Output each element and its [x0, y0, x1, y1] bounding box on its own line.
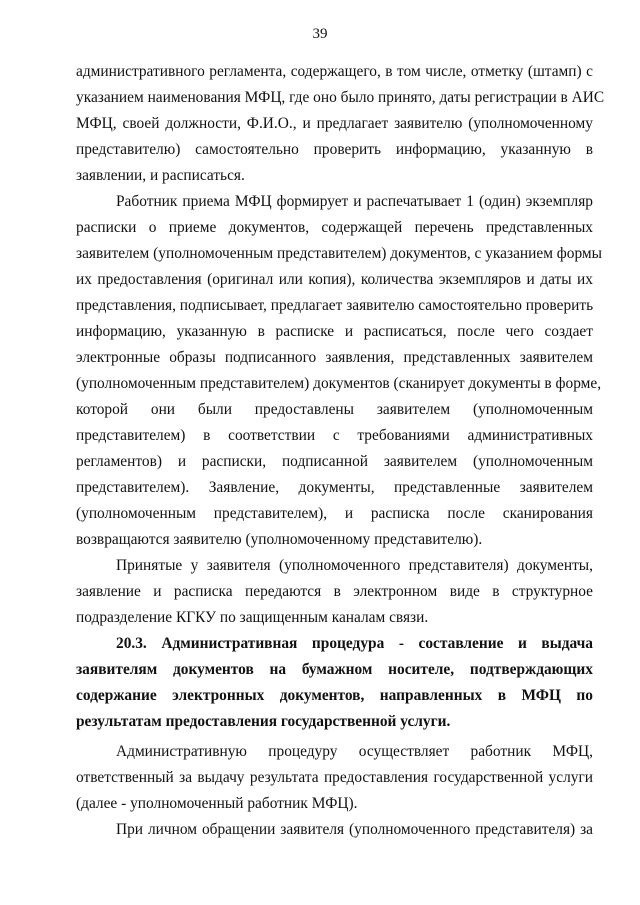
- section-heading-line: содержание электронных документов, направленных в МФЦ по: [76, 687, 593, 704]
- section-heading-line: результатам предоставления государственной услуги.: [76, 713, 451, 730]
- text-line: заявление и расписка передаются в электронном виде в структурное: [76, 583, 593, 600]
- section-heading-line: заявителям документов на бумажном носителе, подтверждающих: [76, 661, 593, 678]
- text-line: подразделение КГКУ по защищенным каналам связи.: [76, 609, 429, 626]
- text-line: (уполномоченным представителем), и расписка после сканирования: [76, 505, 593, 522]
- text-line: возвращаются заявителю (уполномоченному представителю).: [76, 531, 483, 548]
- text-line: административного регламента, содержащего, в том числе, отметку (штамп) с: [76, 63, 593, 80]
- page-number: 39: [312, 26, 328, 42]
- text-line: заявителем (уполномоченным представителем) документов, с указанием формы: [76, 245, 603, 262]
- text-line: указанием наименования МФЦ, где оно было принято, даты регистрации в АИС: [76, 89, 605, 106]
- text-line: Принятые у заявителя (уполномоченного представителя) документы,: [116, 557, 593, 574]
- section-heading-line: 20.3. Административная процедура - составление и выдача: [116, 635, 593, 652]
- text-line: заявлении, и расписаться.: [76, 167, 245, 184]
- text-line: представителю) самостоятельно проверить информацию, указанную в: [76, 141, 593, 158]
- text-line: расписки о приеме документов, содержащей перечень представленных: [76, 219, 593, 236]
- text-line: которой они были предоставлены заявителем (уполномоченным: [76, 401, 593, 418]
- text-line: информацию, указанную в расписке и расписаться, после чего создает: [76, 323, 593, 340]
- text-line: Работник приема МФЦ формирует и распечатывает 1 (один) экземпляр: [116, 193, 593, 210]
- text-line: регламентов) и расписки, подписанной заявителем (уполномоченным: [76, 453, 593, 470]
- text-line: МФЦ, своей должности, Ф.И.О., и предлагает заявителю (уполномоченному: [76, 115, 593, 132]
- text-line: представителем) в соответствии с требованиями административных: [76, 427, 593, 444]
- text-line: ответственный за выдачу результата предоставления государственной услуги: [76, 769, 593, 786]
- text-line: представления, подписывает, предлагает заявителю самостоятельно проверить: [76, 297, 594, 314]
- text-line: представителем). Заявление, документы, представленные заявителем: [76, 479, 593, 496]
- text-line: (уполномоченным представителем) документов (сканирует документы в форме,: [76, 375, 602, 392]
- text-line: (далее - уполномоченный работник МФЦ).: [76, 795, 358, 812]
- text-line: Административную процедуру осуществляет работник МФЦ,: [116, 743, 593, 760]
- text-line: электронные образы подписанного заявления, представленных заявителем: [76, 349, 593, 366]
- text-line: При личном обращении заявителя (уполномоченного представителя) за: [116, 821, 593, 838]
- text-line: их предоставления (оригинал или копия), количества экземпляров и даты их: [76, 271, 593, 288]
